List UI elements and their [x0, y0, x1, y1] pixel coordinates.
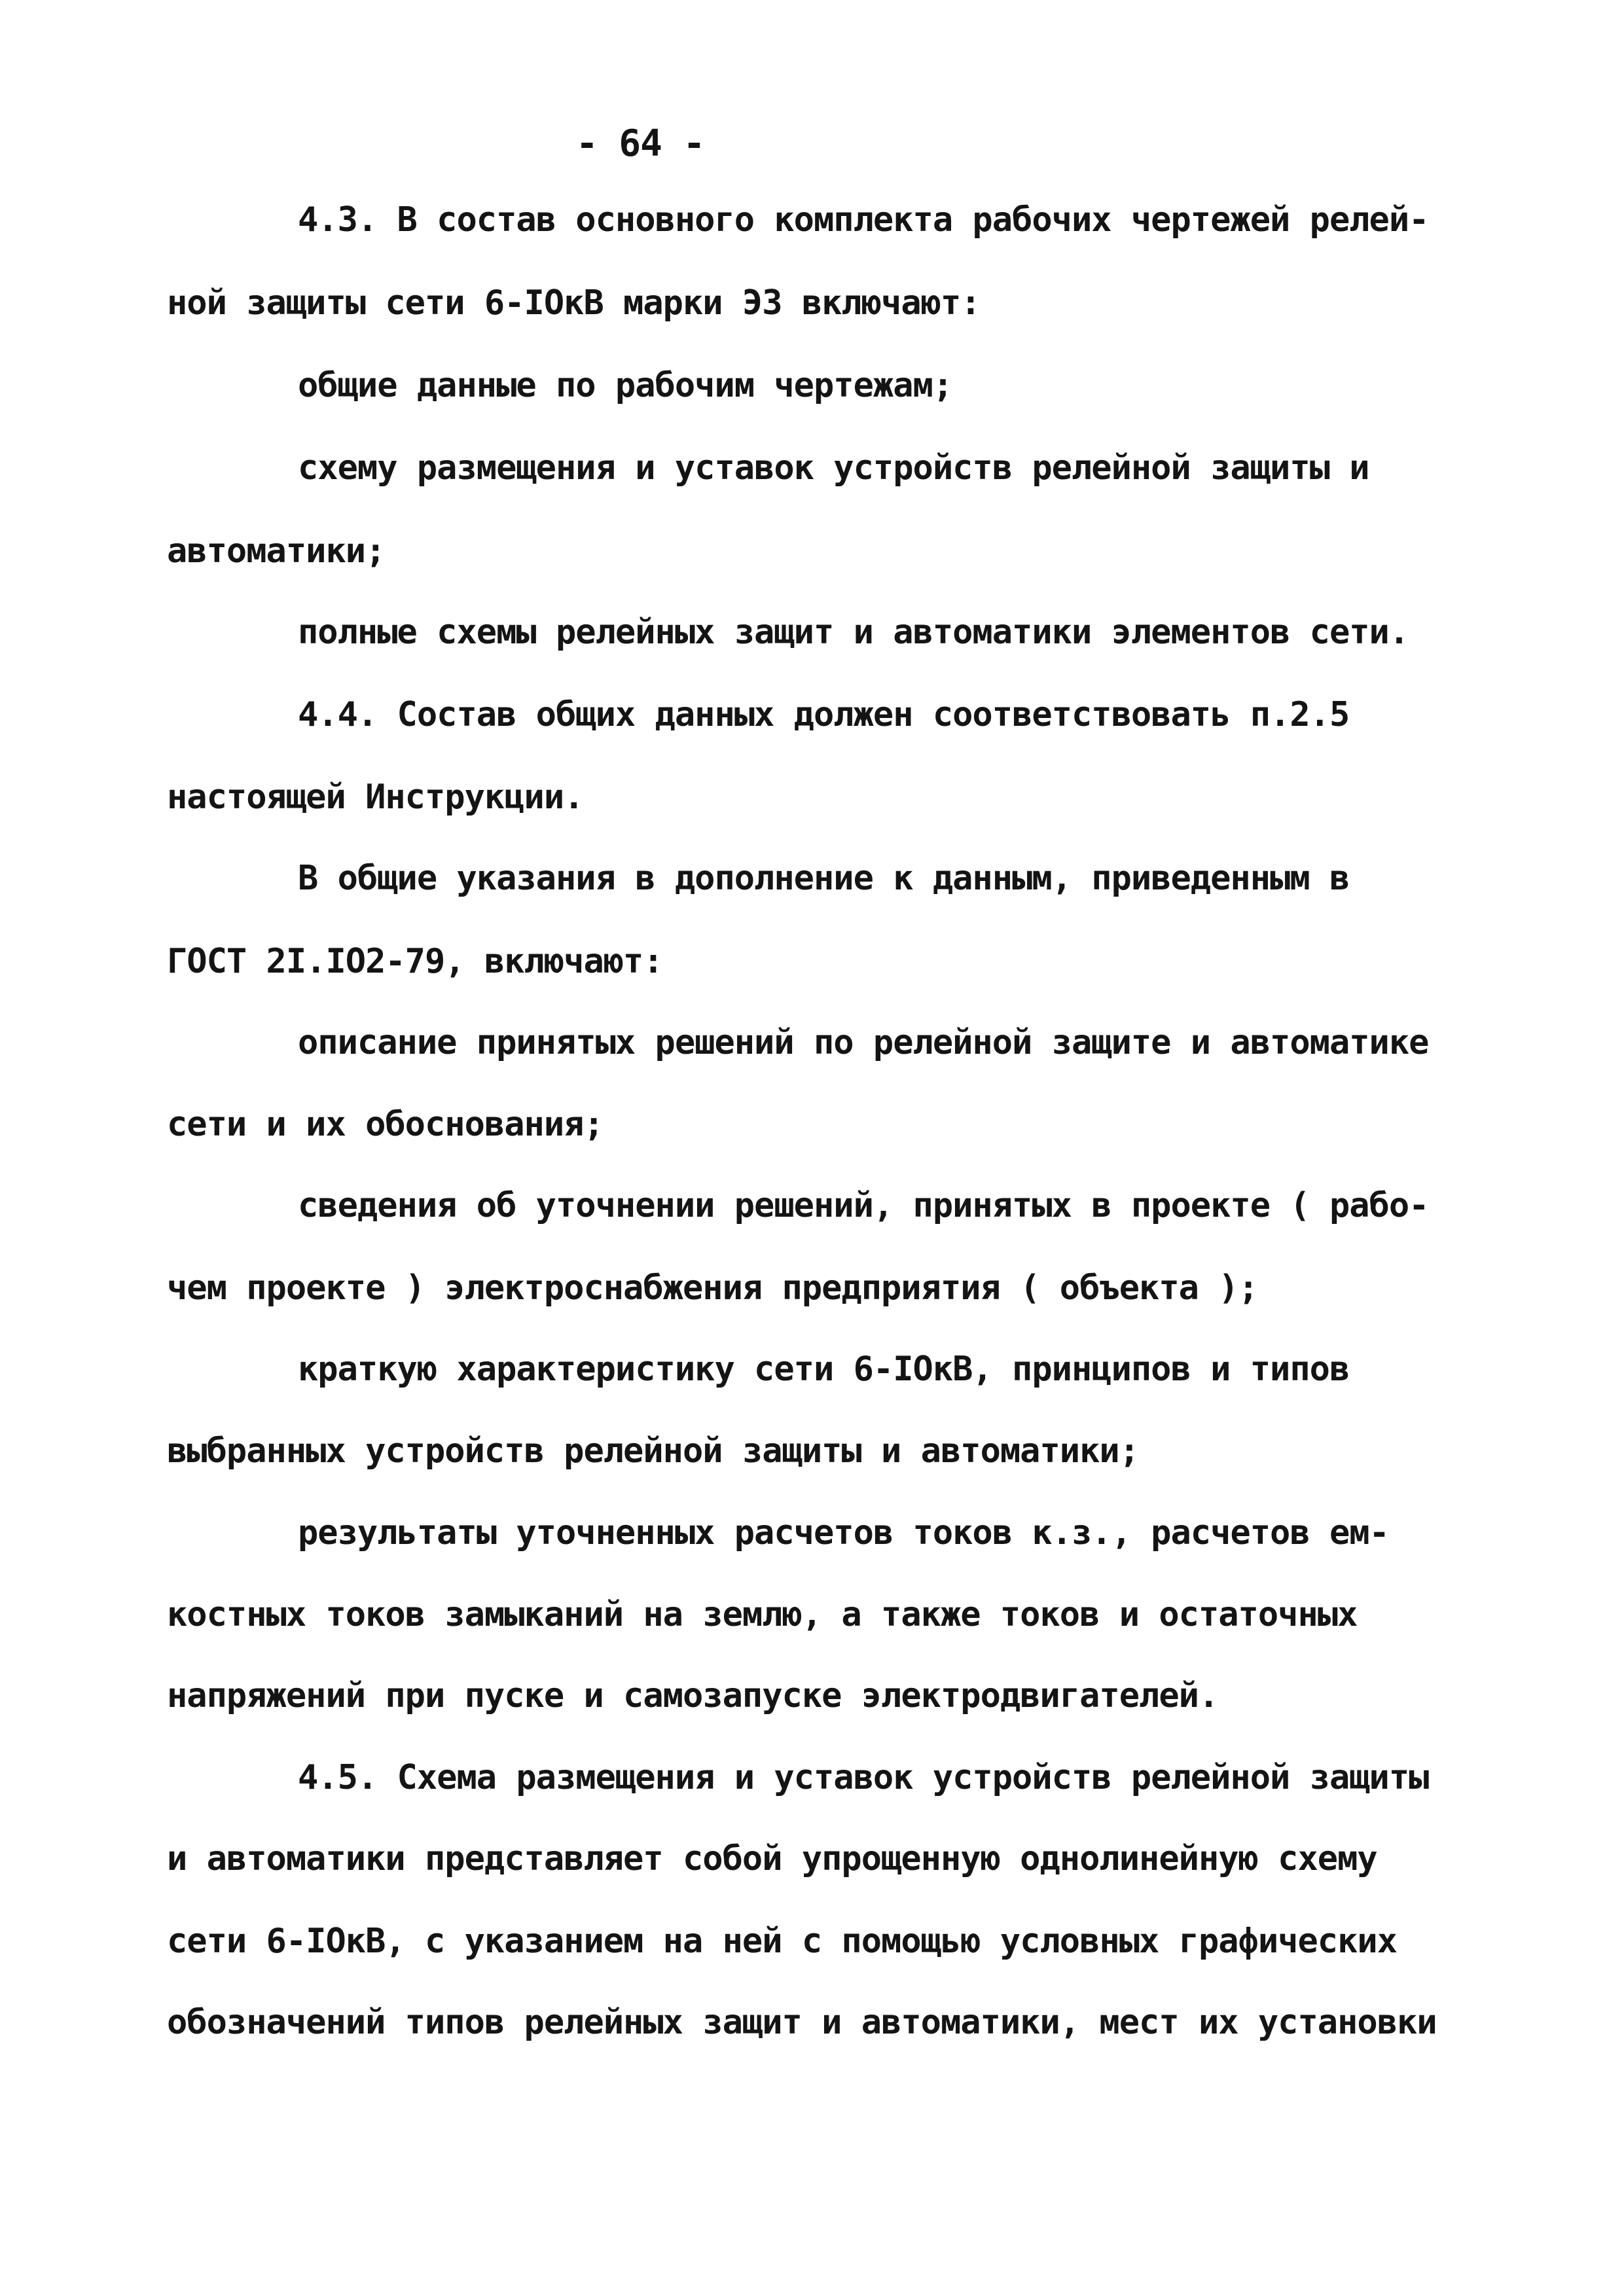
text-line: краткую характеристику сети 6-IОкВ, принципов и типов [298, 1350, 1350, 1389]
text-line: обозначений типов релейных защит и автоматики, мест их установки [167, 2003, 1437, 2042]
text-line: настоящей Инструкции. [167, 778, 584, 817]
text-line: ной защиты сети 6-IОкВ марки ЭЗ включают: [167, 283, 981, 323]
text-line: В общие указания в дополнение к данным, приведенным в [298, 859, 1350, 898]
text-line: автоматики; [167, 531, 386, 571]
text-line: схему размещения и уставок устройств релейной защиты и [298, 448, 1369, 488]
text-line: 4.5. Схема размещения и уставок устройств релейной защиты [298, 1758, 1429, 1797]
text-line: 4.4. Состав общих данных должен соответствовать п.2.5 [298, 695, 1350, 734]
text-line: чем проекте ) электроснабжения предприятия ( объекта ); [167, 1268, 1258, 1308]
text-line: напряжений при пуске и самозапуске электродвигателей. [167, 1676, 1219, 1715]
text-line: выбранных устройств релейной защиты и автоматики; [167, 1431, 1140, 1471]
text-line: сети и их обоснования; [167, 1105, 604, 1144]
text-line: 4.3. В состав основного комплекта рабочих чертежей релей- [298, 200, 1429, 240]
text-line: ГОСТ 2I.IО2-79, включают: [167, 942, 663, 981]
text-line: результаты уточненных расчетов токов к.з., расчетов ем- [298, 1513, 1389, 1552]
text-line: полные схемы релейных защит и автоматики элементов сети. [298, 613, 1409, 652]
page-number: - 64 - [576, 122, 705, 165]
text-line: и автоматики представляет собой упрощенную однолинейную схему [167, 1839, 1377, 1878]
text-line: сведения об уточнении решений, принятых в проекте ( рабо- [298, 1186, 1429, 1225]
text-line: описание принятых решений по релейной защите и автоматике [298, 1023, 1429, 1062]
text-line: сети 6-IОкВ, с указанием на ней с помощью условных графических [167, 1922, 1398, 1961]
text-line: общие данные по рабочим чертежам; [298, 366, 953, 405]
text-line: костных токов замыканий на землю, а также токов и остаточных [167, 1595, 1358, 1634]
